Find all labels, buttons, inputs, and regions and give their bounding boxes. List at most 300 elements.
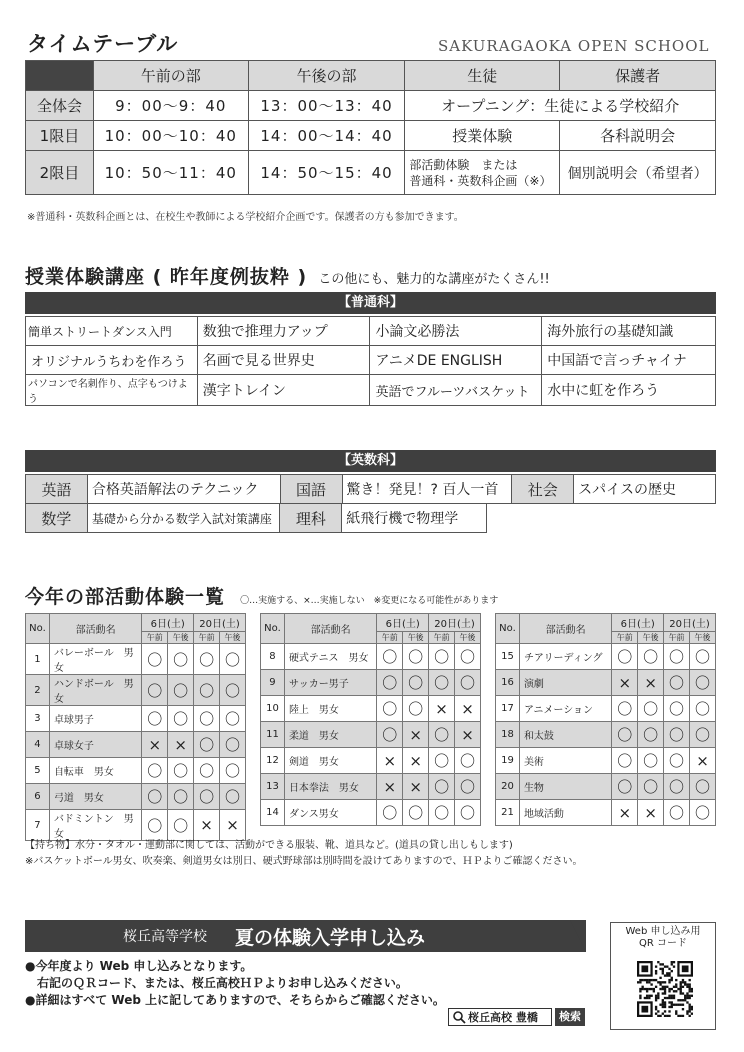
availability-mark: 〇 [142, 675, 168, 706]
qr-module [689, 1004, 691, 1006]
availability-mark: 〇 [142, 706, 168, 732]
qr-module [673, 995, 675, 997]
qr-module [655, 995, 657, 997]
qr-module [664, 990, 666, 992]
qr-module [668, 988, 670, 990]
availability-mark: 〇 [429, 800, 455, 826]
availability-mark: 〇 [194, 706, 220, 732]
club-number: 13 [261, 774, 285, 800]
club-name: 卓球女子 [49, 732, 141, 758]
pm-subheader: 午後 [220, 632, 246, 644]
time-pm: 14：50〜15：40 [248, 151, 405, 195]
qr-module [662, 1013, 664, 1015]
availability-mark: 〇 [664, 748, 690, 774]
qr-module [682, 992, 684, 994]
availability-mark: 〇 [664, 696, 690, 722]
qr-module [664, 1001, 666, 1003]
club-row [261, 644, 481, 670]
availability-mark: 〇 [168, 644, 194, 675]
qr-box [610, 922, 716, 1030]
qr-module [639, 997, 641, 999]
qr-module [689, 983, 691, 985]
qr-module [691, 990, 693, 992]
header-parent: 保護者 [560, 61, 716, 91]
qr-module [644, 979, 646, 981]
club-number: 15 [496, 644, 520, 670]
col-no-header: No. [26, 614, 50, 644]
qr-module [653, 990, 655, 992]
qr-module [673, 965, 675, 967]
qr-finder [641, 965, 648, 972]
pm-subheader: 午後 [690, 632, 716, 644]
qr-module [677, 1004, 679, 1006]
qr-module [662, 999, 664, 1001]
am-subheader: 午前 [377, 632, 403, 644]
club-name: アニメーション [519, 696, 611, 722]
qr-module [675, 990, 677, 992]
availability-mark: 〇 [612, 748, 638, 774]
qr-module [646, 979, 648, 981]
availability-mark: 〇 [377, 670, 403, 696]
qr-module [691, 1013, 693, 1015]
pm-subheader: 午後 [455, 632, 481, 644]
availability-mark: × [377, 774, 403, 800]
timetable-corner [26, 61, 94, 91]
qr-module [668, 972, 670, 974]
qr-module [646, 995, 648, 997]
day2-header: 20日(土) [194, 614, 246, 632]
availability-mark: 〇 [142, 758, 168, 784]
qr-module [639, 981, 641, 983]
qr-module [648, 988, 650, 990]
club-table [260, 613, 481, 826]
qr-module [655, 1013, 657, 1015]
qr-module [650, 995, 652, 997]
qr-module [662, 986, 664, 988]
club-name: 弓道 男女 [49, 784, 141, 810]
availability-mark: 〇 [429, 722, 455, 748]
qr-module [680, 981, 682, 983]
apply-line-2: 右記のＱＲコード、または、桜丘高校ＨＰよりお申し込みください。 [37, 976, 408, 990]
qr-module [680, 992, 682, 994]
clubs-heading [25, 582, 498, 609]
availability-mark: × [142, 732, 168, 758]
availability-mark: 〇 [142, 784, 168, 810]
qr-module [686, 1010, 688, 1012]
club-name: 地域活動 [519, 800, 611, 826]
qr-module [657, 992, 659, 994]
qr-module [680, 990, 682, 992]
availability-mark: 〇 [194, 784, 220, 810]
availability-mark: 〇 [194, 758, 220, 784]
time-am: 10：50〜11：40 [93, 151, 248, 195]
qr-module [691, 1008, 693, 1010]
availability-mark: 〇 [612, 722, 638, 748]
qr-module [673, 961, 675, 963]
header-am: 午前の部 [93, 61, 248, 91]
club-number: 6 [26, 784, 50, 810]
availability-mark: 〇 [429, 670, 455, 696]
timetable [25, 60, 716, 195]
row-label: 1限目 [26, 121, 94, 151]
qr-module [659, 1015, 661, 1017]
qr-module [655, 1006, 657, 1008]
qr-finder [682, 965, 689, 972]
qr-module [641, 986, 643, 988]
club-number: 8 [261, 644, 285, 670]
row-label: 2限目 [26, 151, 94, 195]
subject-label: 国語 [280, 475, 342, 504]
am-subheader: 午前 [664, 632, 690, 644]
qr-module [668, 997, 670, 999]
qr-module [675, 986, 677, 988]
qr-module [680, 1004, 682, 1006]
qr-module [671, 997, 673, 999]
qr-module [675, 1013, 677, 1015]
qr-module [657, 995, 659, 997]
qr-module [659, 963, 661, 965]
qr-module [686, 1013, 688, 1015]
qr-module [677, 999, 679, 1001]
qr-module [644, 997, 646, 999]
qr-module [686, 995, 688, 997]
club-number: 1 [26, 644, 50, 675]
club-row [261, 748, 481, 774]
qr-module [648, 997, 650, 999]
qr-module [677, 988, 679, 990]
qr-module [641, 988, 643, 990]
availability-mark: 〇 [168, 810, 194, 841]
qr-module [666, 986, 668, 988]
qr-module [668, 990, 670, 992]
qr-module [691, 988, 693, 990]
general-course-bar: 【普通科】 [25, 292, 716, 314]
qr-module [675, 983, 677, 985]
availability-mark: 〇 [638, 774, 664, 800]
qr-module [689, 1006, 691, 1008]
availability-mark: × [429, 696, 455, 722]
qr-module [686, 1001, 688, 1003]
club-name: 美術 [519, 748, 611, 774]
club-row [496, 696, 716, 722]
course-cell: 中国語で言っチャイナ [542, 346, 716, 375]
availability-mark: 〇 [612, 644, 638, 670]
club-name: チアリーディング [519, 644, 611, 670]
club-number: 3 [26, 706, 50, 732]
qr-module [655, 970, 657, 972]
club-number: 19 [496, 748, 520, 774]
search-query: 桜丘高校 豊橋 [468, 1011, 538, 1024]
qr-module [689, 1008, 691, 1010]
club-name: バドミントン 男女 [49, 810, 141, 841]
eisu-course-grid-row2 [25, 503, 487, 533]
qr-module [668, 979, 670, 981]
qr-module [648, 979, 650, 981]
qr-module [671, 995, 673, 997]
col-name-header: 部活動名 [519, 614, 611, 644]
club-row [496, 774, 716, 800]
qr-module [659, 983, 661, 985]
availability-mark: 〇 [429, 644, 455, 670]
club-number: 7 [26, 810, 50, 841]
availability-mark: × [168, 732, 194, 758]
qr-module [680, 988, 682, 990]
qr-module [650, 979, 652, 981]
qr-module [664, 1010, 666, 1012]
qr-module [668, 1015, 670, 1017]
eisu-course-bar: 【英数科】 [25, 450, 716, 472]
club-row [496, 670, 716, 696]
club-row [26, 732, 246, 758]
apply-banner [25, 920, 586, 952]
day2-header: 20日(土) [664, 614, 716, 632]
availability-mark: 〇 [377, 800, 403, 826]
qr-module [664, 965, 666, 967]
qr-module [655, 979, 657, 981]
course-cell: 簡単ストリートダンス入門 [26, 317, 198, 346]
qr-module [686, 992, 688, 994]
search-button[interactable]: 検索 [555, 1008, 585, 1026]
availability-mark: 〇 [377, 722, 403, 748]
availability-mark: 〇 [142, 810, 168, 841]
qr-module [662, 992, 664, 994]
qr-module [689, 997, 691, 999]
qr-code-icon[interactable] [637, 961, 693, 1017]
student-activity: 授業体験 [405, 121, 560, 151]
availability-mark: 〇 [220, 732, 246, 758]
am-subheader: 午前 [429, 632, 455, 644]
qr-module [666, 974, 668, 976]
day1-header: 6日(土) [377, 614, 429, 632]
qr-label[interactable]: Web 申し込み用 QR コード [625, 926, 701, 949]
qr-module [639, 988, 641, 990]
availability-mark: 〇 [455, 800, 481, 826]
qr-module [671, 970, 673, 972]
parent-activity: 個別説明会（希望者） [560, 151, 716, 195]
club-name: 柔道 男女 [284, 722, 376, 748]
timetable-title: タイムテーブル [27, 32, 179, 56]
club-name: 硬式テニス 男女 [284, 644, 376, 670]
qr-module [655, 999, 657, 1001]
qr-module [659, 1004, 661, 1006]
subject-label: 数学 [26, 504, 88, 533]
qr-module [659, 981, 661, 983]
qr-module [671, 1001, 673, 1003]
qr-module [686, 997, 688, 999]
course-cell: 合格英語解法のテクニック [87, 475, 280, 504]
club-number: 4 [26, 732, 50, 758]
availability-mark: 〇 [429, 774, 455, 800]
qr-module [646, 981, 648, 983]
day2-header: 20日(土) [429, 614, 481, 632]
qr-module [662, 970, 664, 972]
club-number: 12 [261, 748, 285, 774]
qr-module [659, 977, 661, 979]
availability-mark: 〇 [403, 696, 429, 722]
course-cell: スパイスの歴史 [574, 475, 716, 504]
club-row [261, 722, 481, 748]
qr-module [686, 983, 688, 985]
qr-module [682, 1004, 684, 1006]
row-label: 全体会 [26, 91, 94, 121]
course-cell: パソコンで名刺作り、点字もつけよう [26, 375, 198, 406]
club-row [26, 644, 246, 675]
club-name: 剣道 男女 [284, 748, 376, 774]
course-cell: 小論文必勝法 [370, 317, 542, 346]
qr-module [668, 968, 670, 970]
am-subheader: 午前 [194, 632, 220, 644]
eisu-course-grid [25, 474, 716, 504]
qr-module [653, 988, 655, 990]
availability-mark: 〇 [194, 732, 220, 758]
qr-module [686, 986, 688, 988]
club-row [496, 800, 716, 826]
qr-module [691, 995, 693, 997]
qr-module [655, 1008, 657, 1010]
availability-mark: 〇 [220, 675, 246, 706]
pm-subheader: 午後 [638, 632, 664, 644]
qr-module [639, 990, 641, 992]
qr-module [659, 968, 661, 970]
clubs-notes [25, 838, 582, 870]
course-cell: 英語でフルーツバスケット [370, 375, 542, 406]
subject-label: 社会 [512, 475, 574, 504]
club-name: サッカー男子 [284, 670, 376, 696]
day1-header: 6日(土) [612, 614, 664, 632]
qr-module [662, 963, 664, 965]
parent-activity: 各科説明会 [560, 121, 716, 151]
clubs-legend: 〇…実施する、×…実施しない ※変更になる可能性があります [240, 596, 499, 606]
qr-module [646, 997, 648, 999]
opening-cell: オープニング：生徒による学校紹介 [405, 91, 716, 121]
student-activity: 部活動体験 または 普通科・英数科企画（※） [405, 151, 560, 195]
col-no-header: No. [261, 614, 285, 644]
availability-mark: 〇 [220, 784, 246, 810]
availability-mark: × [638, 800, 664, 826]
club-number: 18 [496, 722, 520, 748]
qr-module [689, 979, 691, 981]
qr-module [664, 1004, 666, 1006]
availability-mark: 〇 [194, 675, 220, 706]
other-clubs-note: ※バスケットボール男女、吹奏楽、剣道男女は別日、硬式野球部は別時間を設けてありますので、ＨＰよりご確認ください。 [25, 856, 583, 867]
clubs-title: 今年の部活動体験一覧 [25, 586, 226, 608]
qr-module [648, 981, 650, 983]
qr-module [671, 963, 673, 965]
qr-module [673, 990, 675, 992]
course-cell: 数独で推理力アップ [197, 317, 370, 346]
am-subheader: 午前 [612, 632, 638, 644]
qr-module [682, 979, 684, 981]
apply-line-3: ●詳細はすべて Web 上に記してありますので、そちらからご確認ください。 [25, 993, 445, 1007]
subject-label: 理科 [280, 504, 342, 533]
club-row [26, 675, 246, 706]
qr-module [666, 997, 668, 999]
qr-module [657, 961, 659, 963]
qr-module [648, 995, 650, 997]
qr-module [684, 983, 686, 985]
club-name: ハンドボール 男女 [49, 675, 141, 706]
qr-module [653, 979, 655, 981]
subject-label: 英語 [26, 475, 88, 504]
qr-module [659, 988, 661, 990]
club-row [496, 644, 716, 670]
availability-mark: 〇 [403, 644, 429, 670]
day1-header: 6日(土) [142, 614, 194, 632]
club-row [261, 670, 481, 696]
search-box[interactable] [448, 1008, 552, 1026]
qr-module [682, 986, 684, 988]
qr-module [664, 974, 666, 976]
availability-mark: 〇 [220, 644, 246, 675]
qr-module [662, 981, 664, 983]
qr-module [691, 1006, 693, 1008]
qr-module [666, 1015, 668, 1017]
availability-mark: × [403, 722, 429, 748]
qr-module [668, 1006, 670, 1008]
course-cell: 基礎から分かる数学入試対策講座 [87, 504, 280, 533]
availability-mark: × [220, 810, 246, 841]
apply-text [25, 958, 445, 1009]
header-pm: 午後の部 [248, 61, 405, 91]
availability-mark: 〇 [664, 774, 690, 800]
qr-module [682, 1008, 684, 1010]
qr-module [684, 995, 686, 997]
club-name: 日本拳法 男女 [284, 774, 376, 800]
availability-mark: 〇 [690, 800, 716, 826]
qr-module [657, 1010, 659, 1012]
course-cell: 海外旅行の基礎知識 [542, 317, 716, 346]
club-row [496, 748, 716, 774]
time-am: 9：00〜9：40 [93, 91, 248, 121]
course-cell: 水中に虹を作ろう [542, 375, 716, 406]
club-name: 生物 [519, 774, 611, 800]
club-row [261, 800, 481, 826]
club-number: 10 [261, 696, 285, 722]
course-cell: 驚き！発見！? 百人一首 [342, 475, 512, 504]
availability-mark: × [455, 722, 481, 748]
club-number: 2 [26, 675, 50, 706]
club-row [26, 810, 246, 841]
club-number: 5 [26, 758, 50, 784]
qr-module [682, 1015, 684, 1017]
qr-module [671, 977, 673, 979]
courses-heading [25, 262, 550, 289]
availability-mark: × [612, 800, 638, 826]
general-course-grid [25, 316, 716, 406]
club-row [26, 758, 246, 784]
qr-module [662, 968, 664, 970]
availability-mark: 〇 [403, 800, 429, 826]
qr-module [664, 981, 666, 983]
qr-module [671, 1004, 673, 1006]
qr-module [666, 965, 668, 967]
availability-mark: 〇 [455, 774, 481, 800]
course-cell: 名画で見る世界史 [197, 346, 370, 375]
qr-module [682, 981, 684, 983]
school-brand: SAKURAGAOKA OPEN SCHOOL [438, 37, 710, 55]
qr-module [646, 988, 648, 990]
availability-mark: 〇 [455, 670, 481, 696]
availability-mark: 〇 [612, 696, 638, 722]
qr-module [671, 961, 673, 963]
availability-mark: × [403, 748, 429, 774]
apply-title: 夏の体験入学申し込み [235, 927, 426, 949]
qr-module [641, 979, 643, 981]
club-number: 17 [496, 696, 520, 722]
availability-mark: × [690, 748, 716, 774]
qr-module [662, 972, 664, 974]
course-cell: オリジナルうちわを作ろう [26, 346, 198, 375]
